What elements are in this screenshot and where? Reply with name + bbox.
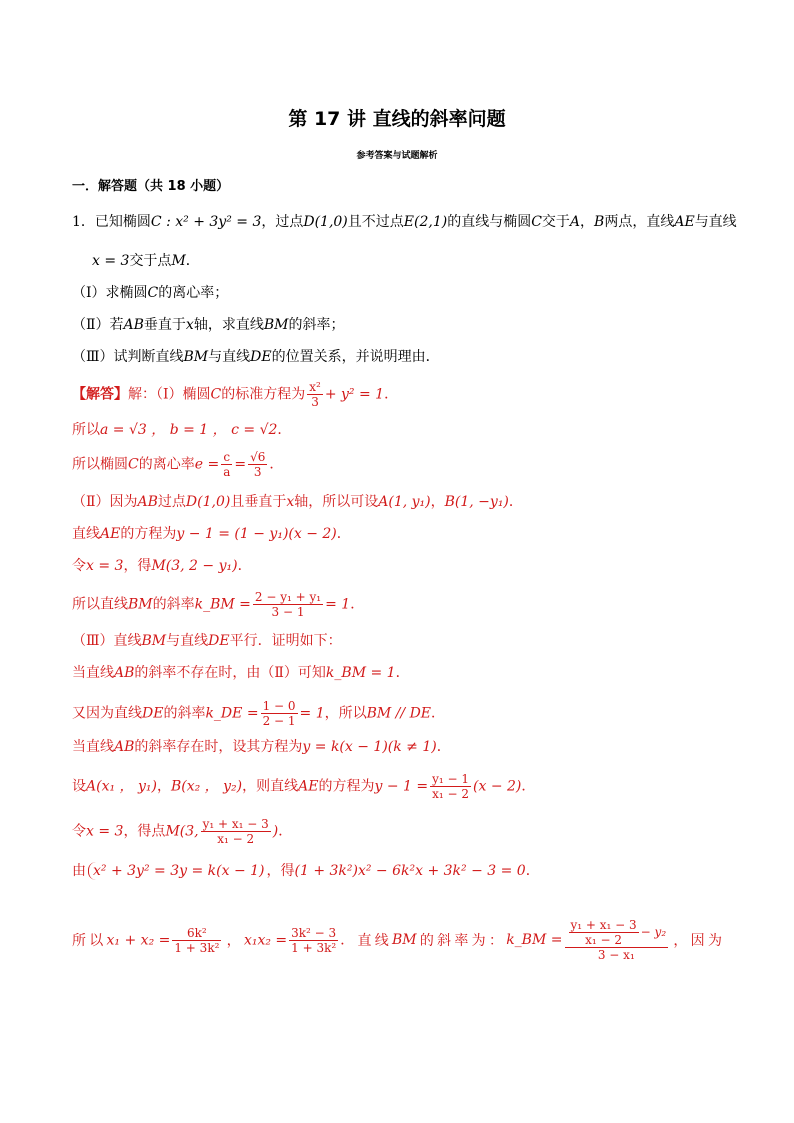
math: M(3, — [165, 823, 199, 840]
math: DE — [142, 705, 164, 722]
math: M(3, 2 − y₁) — [151, 558, 238, 574]
text: 斜 — [437, 933, 452, 949]
text: ． — [269, 456, 284, 473]
math: AB — [137, 494, 158, 510]
text: 且垂直于 — [230, 494, 287, 510]
solution-line-6 — [72, 557, 252, 575]
fraction — [307, 380, 323, 409]
text: ． — [431, 705, 446, 722]
text: 且不过点 — [347, 214, 404, 230]
math: = 1 — [325, 596, 351, 613]
text: （Ⅲ）试判断直线 — [72, 349, 184, 365]
math: (x − 2) — [473, 778, 522, 795]
text: 的斜率存在时，设其方程为 — [134, 739, 303, 755]
equation-system — [88, 862, 265, 880]
text: 的离心率 — [138, 456, 195, 473]
page-title: 第 17 讲 直线的斜率问题 — [288, 108, 506, 130]
text: 直 — [357, 933, 372, 949]
fraction — [172, 926, 221, 955]
text: 轴，所以可设 — [294, 494, 379, 510]
text: 的斜率； — [288, 317, 345, 333]
math: y − 1 = — [374, 778, 429, 795]
math: A(1, y₁) — [378, 494, 431, 510]
text: 的 — [419, 933, 434, 949]
symbol-bm: BM — [183, 349, 209, 365]
solution-line-8 — [72, 632, 342, 650]
solution-line-12 — [72, 772, 535, 801]
solution-line-4 — [72, 493, 523, 511]
text: 交于点 — [129, 253, 172, 269]
fraction — [201, 817, 271, 846]
denominator: x₁ − 2 — [432, 787, 470, 801]
math: B(1, −y₁) — [444, 494, 509, 510]
math: a = √3 ， b = 1 ， c = √2 — [100, 422, 278, 438]
ellipse-equation: C : x² + 3y² = 3 — [150, 214, 262, 230]
denominator: 2 − 1 — [262, 714, 296, 728]
question-2 — [72, 316, 344, 334]
denominator: 3 — [253, 465, 262, 479]
math: − y₂ — [640, 925, 667, 939]
symbol-bm: BM — [263, 317, 289, 333]
text: 的方程为 — [318, 778, 375, 795]
numerator: y₁ + x₁ − 3 — [570, 918, 637, 932]
text: ， — [673, 933, 688, 949]
text: 当直线 — [72, 665, 114, 681]
slope-expression — [506, 918, 670, 962]
problem-line-1 — [72, 213, 737, 231]
text: ． — [384, 386, 399, 403]
math: BM — [128, 596, 153, 613]
text: 为 — [471, 933, 486, 949]
denominator: a — [223, 465, 231, 479]
text: ，得 — [123, 558, 152, 574]
text: ． — [521, 778, 536, 795]
denominator: x₁ − 2 — [585, 933, 623, 947]
solution-line-14 — [72, 862, 540, 880]
numerator: y₁ + x₁ − 3 — [202, 817, 269, 831]
text: ． — [340, 932, 355, 948]
text: 过点 — [157, 494, 186, 510]
solution-line-9 — [72, 664, 410, 682]
math: ) — [272, 823, 279, 840]
text: 当直线 — [72, 739, 114, 755]
text: ，过点 — [261, 214, 304, 230]
math: k_DE = — [205, 705, 259, 722]
math: + y² = 1 — [324, 386, 385, 403]
text: 垂直于 — [143, 317, 186, 333]
text: 线 — [374, 933, 389, 949]
text: 设 — [72, 778, 86, 795]
text: 率 — [454, 933, 469, 949]
math: k_BM = — [194, 596, 251, 613]
text: 直线 — [72, 526, 100, 542]
symbol-c: C — [128, 456, 139, 473]
text: 以 — [89, 933, 104, 949]
system-row-2: y = k(x − 1) — [179, 863, 265, 879]
text: ，则直线 — [242, 778, 299, 795]
line-equation: x = 3 — [92, 253, 130, 269]
symbol-de: DE — [250, 349, 272, 365]
symbol-b: B — [594, 214, 605, 230]
text: ． — [395, 665, 410, 681]
problem-line-2 — [92, 252, 200, 270]
math: e = — [194, 456, 220, 473]
math: AB — [114, 739, 135, 755]
text: ． — [525, 863, 540, 879]
question-1 — [72, 284, 228, 302]
numerator: x² — [309, 380, 321, 394]
numerator: 1 − 0 — [262, 699, 296, 713]
math: BM // DE — [366, 705, 432, 722]
math: BM — [141, 633, 167, 649]
text: 的斜率 — [163, 705, 206, 722]
solution-line-10 — [72, 699, 445, 728]
text: ． — [350, 596, 365, 613]
denominator: 1 + 3k² — [291, 940, 337, 955]
text: 与直线 — [694, 214, 737, 230]
solution-line-11 — [72, 738, 451, 756]
math: AE — [100, 526, 121, 542]
numerator: y₁ − 1 — [432, 772, 470, 786]
math: x₁x₂ = — [243, 932, 288, 948]
solution-line-1 — [72, 380, 398, 409]
text: 的离心率； — [158, 285, 229, 301]
text: 解：（Ⅰ）椭圆 — [128, 386, 211, 403]
numerator: √6 — [250, 450, 266, 464]
fraction — [221, 450, 232, 479]
compound-fraction — [565, 918, 669, 962]
math: x₁ + x₂ = — [106, 932, 171, 948]
math: AE — [298, 778, 319, 795]
text: 与直线 — [166, 633, 209, 649]
fraction — [289, 926, 338, 955]
symbol-c: C — [147, 285, 159, 301]
numerator: c — [221, 450, 232, 465]
symbol-m: M — [171, 253, 186, 269]
denominator: 3 — [311, 395, 319, 409]
point-d: D(1,0) — [303, 214, 348, 230]
text: ． — [278, 823, 293, 840]
text: ，所以 — [324, 705, 367, 722]
math: x = 3 — [86, 823, 124, 840]
text: ： — [488, 933, 503, 949]
compound-numerator — [565, 918, 669, 948]
text: ， — [580, 214, 595, 230]
symbol-x: x — [185, 317, 194, 333]
text: 的方程为 — [120, 526, 177, 542]
text: （Ⅱ）若 — [72, 317, 124, 333]
numerator: 2 − y₁ + y₁ — [254, 590, 322, 604]
fraction — [430, 772, 471, 801]
text: （Ⅰ）求椭圆 — [72, 285, 148, 301]
solution-line-3 — [72, 450, 283, 479]
math: B(x₂ ， y₂) — [170, 778, 243, 795]
fraction — [253, 590, 323, 619]
symbol-ae: AE — [674, 214, 695, 230]
solution-line-7 — [72, 590, 364, 619]
text: 又因为直线 — [72, 705, 142, 722]
text: 的直线与椭圆 — [447, 214, 532, 230]
text: ，得 — [266, 863, 295, 879]
text: ，得点 — [123, 823, 166, 840]
text: 与直线 — [208, 349, 251, 365]
symbol-ab: AB — [123, 317, 144, 333]
math: DE — [208, 633, 230, 649]
text: （Ⅱ）因为 — [72, 494, 138, 510]
math: D(1,0) — [185, 494, 231, 510]
text: 的斜率不存在时，由（Ⅱ）可知 — [134, 665, 326, 681]
text: 为 — [707, 933, 722, 949]
text: ， — [430, 494, 445, 510]
math: k_BM = 1 — [325, 665, 396, 681]
system-row-1: x² + 3y² = 3 — [93, 863, 180, 879]
inner-fraction — [569, 918, 639, 947]
symbol-a: A — [569, 214, 581, 230]
problem-number: 1．已知椭圆 — [72, 214, 151, 230]
math: BM — [391, 932, 417, 948]
text: 交于 — [541, 214, 570, 230]
symbol-c: C — [531, 214, 542, 230]
fraction — [261, 699, 298, 728]
page-subtitle: 参考答案与试题解析 — [356, 151, 438, 161]
product-expression — [244, 926, 354, 955]
denominator: x₁ − 2 — [217, 832, 255, 846]
math: AB — [114, 665, 135, 681]
solution-line-2 — [72, 421, 291, 439]
text: ， — [226, 933, 241, 949]
text: ． — [237, 558, 252, 574]
fraction — [248, 450, 267, 479]
text: ． — [336, 526, 351, 542]
text: （Ⅲ）直线 — [72, 633, 142, 649]
text: 令 — [72, 823, 86, 840]
section-heading: 一．解答题（共 18 小题） — [72, 179, 230, 194]
math: A(x₁ ， y₁) — [86, 778, 157, 795]
text: 两点，直线 — [604, 214, 675, 230]
point-e: E(2,1) — [403, 214, 448, 230]
text: 所以椭圆 — [72, 456, 128, 473]
numerator: 6k² — [172, 926, 221, 941]
text: 所以直线 — [72, 596, 128, 613]
text: 因 — [690, 933, 705, 949]
text: 的斜率 — [152, 596, 195, 613]
math: x — [286, 494, 295, 510]
text: 由 — [72, 863, 86, 879]
text: ． — [508, 494, 523, 510]
denominator: 1 + 3k² — [174, 940, 220, 955]
denominator: 3 − x₁ — [597, 948, 635, 962]
math: k_BM = — [506, 932, 563, 948]
math: (1 + 3k²)x² − 6k²x + 3k² − 3 = 0 — [294, 863, 526, 879]
text: 所 — [72, 933, 86, 949]
text: ， — [156, 778, 171, 795]
text: 的标准方程为 — [221, 386, 306, 403]
question-3 — [72, 348, 440, 366]
math: = 1 — [299, 705, 325, 722]
text: ． — [436, 739, 451, 755]
text: 令 — [72, 558, 86, 574]
math: x = 3 — [86, 558, 124, 574]
solution-line-15 — [72, 918, 722, 962]
denominator: 3 − 1 — [271, 605, 305, 619]
text: ． — [185, 253, 200, 269]
math: y = k(x − 1)(k ≠ 1) — [302, 739, 437, 755]
math: = — [234, 456, 247, 473]
numerator: 3k² − 3 — [291, 925, 337, 940]
text: ． — [277, 422, 292, 438]
solution-line-13 — [72, 817, 292, 846]
answer-tag: 【解答】 — [72, 386, 128, 403]
text: 所以 — [72, 422, 100, 438]
sum-expression — [107, 926, 224, 955]
text: 平行．证明如下： — [229, 633, 342, 649]
symbol-c: C — [210, 386, 222, 403]
text: 的位置关系，并说明理由． — [271, 349, 440, 365]
text: 轴，求直线 — [193, 317, 264, 333]
math: y − 1 = (1 − y₁)(x − 2) — [176, 526, 337, 542]
solution-line-5 — [72, 525, 351, 543]
